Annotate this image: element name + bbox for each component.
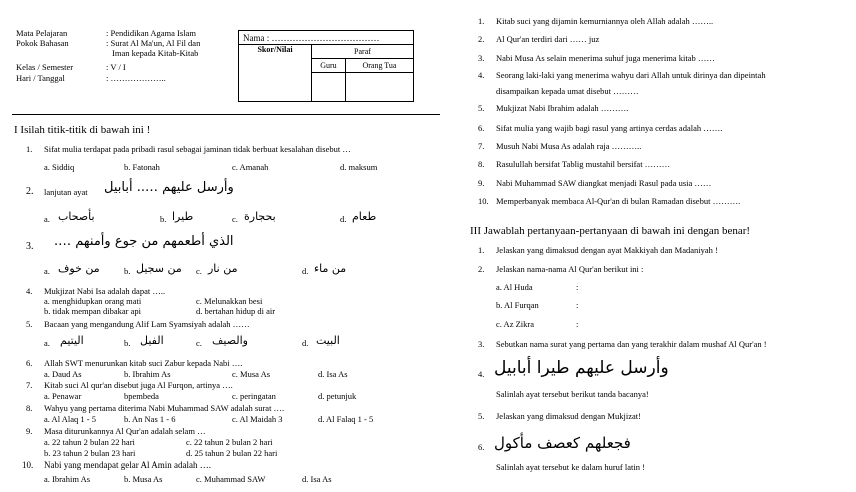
q10-number: 10.: [22, 460, 34, 470]
q5-option-c-arabic: والصيف: [212, 334, 248, 347]
value-hari: : ………………..: [106, 73, 166, 83]
q8-option-c: c. Al Maidah 3: [232, 414, 283, 424]
label-pokok: Pokok Bahasan: [16, 38, 69, 48]
q4-option-d: d. bertahan hidup di air: [196, 306, 276, 316]
s2-item-number: 7.: [478, 141, 485, 151]
s3-q2c-colon: :: [576, 319, 579, 329]
header-divider: [12, 114, 440, 115]
label-kelas: Kelas / Semester: [16, 62, 74, 72]
label-hari: Hari / Tanggal: [16, 73, 65, 83]
q7-number: 7.: [26, 380, 33, 390]
q4-option-b: b. tidak mempan dibakar api: [44, 306, 142, 316]
s3-q2-number: 2.: [478, 264, 485, 274]
s3-q4-arabic: وأرسل عليهم طيرا أبابيل: [494, 358, 669, 378]
q8-number: 8.: [26, 403, 33, 413]
q3-option-b: b.: [124, 266, 131, 276]
q4-option-a: a. menghidupkan orang mati: [44, 296, 142, 306]
s2-item-text: Memperbanyak membaca Al-Qur'an di bulan Ramadan disebut ……….: [496, 196, 741, 206]
q9-option-d: d. 25 tahun 2 bulan 22 hari: [186, 448, 278, 458]
s3-q2a-colon: :: [576, 282, 579, 292]
name-field: Nama : ………………………………: [239, 31, 414, 45]
s2-item-number: 10.: [478, 196, 489, 206]
s3-q2b-label: b. Al Furqan: [496, 300, 539, 310]
q3-option-d-arabic: من ماء: [314, 262, 347, 275]
q3-arabic: الذي أطعمهم من جوع وأمنهم ….: [54, 234, 234, 249]
q10-option-b: b. Musa As: [124, 474, 163, 484]
s3-q4-text: Salinlah ayat tersebut berikut tanda bacanya!: [496, 389, 649, 399]
q3-number: 3.: [26, 241, 34, 252]
s2-item-text: Kitab suci yang dijamin kemurniannya oleh Allah adalah ……..: [496, 16, 714, 26]
q5-number: 5.: [26, 319, 33, 329]
s2-item-number: 1.: [478, 16, 485, 26]
q5-option-b-arabic: الفيل: [140, 334, 164, 347]
section-1-title: I Isilah titik-titik di bawah ini !: [14, 124, 151, 136]
s3-q3-number: 3.: [478, 339, 485, 349]
q9-option-a: a. 22 tahun 2 bulan 22 hari: [44, 437, 135, 447]
q2-option-a: a.: [44, 214, 50, 224]
label-mapel: Mata Pelajaran: [16, 28, 68, 38]
score-label: Skor/Nilai: [239, 45, 312, 102]
q7-option-b: bpembeda: [124, 391, 159, 401]
s3-q2a-label: a. Al Huda: [496, 282, 533, 292]
q6-option-a: a. Daud As: [44, 369, 82, 379]
s3-q2c-label: c. Az Zikra: [496, 319, 534, 329]
s3-q3-text: Sebutkan nama surat yang pertama dan yang terakhir dalam mushaf Al Qur'an !: [496, 339, 767, 349]
s2-item-text: Rasulullah bersifat Tablig mustahil bersifat ………: [496, 159, 671, 169]
ortu-label: Orang Tua: [345, 59, 413, 73]
q5-option-d-arabic: البيت: [316, 334, 340, 347]
q5-option-a: a.: [44, 338, 50, 348]
q3-option-a-arabic: من خوف: [58, 262, 100, 275]
q8-option-a: a. Al Alaq 1 - 5: [44, 414, 96, 424]
q10-text: Nabi yang mendapat gelar Al Amin adalah ….: [44, 460, 211, 470]
q6-text: Allah SWT menurunkan kitab suci Zabur kepada Nabi ….: [44, 358, 243, 368]
q8-text: Wahyu yang pertama diterima Nabi Muhammad SAW adalah surat ….: [44, 403, 285, 413]
s2-item-text: Al Qur'an terdiri dari …… juz: [496, 34, 600, 44]
s2-item-text: Seorang laki-laki yang menerima wahyu dari Allah untuk dirinya dan dipeintah: [496, 70, 766, 80]
q7-option-c: c. peringatan: [232, 391, 276, 401]
q3-option-c-arabic: من نار: [208, 262, 238, 275]
q2-option-b-arabic: طيرا: [172, 210, 194, 223]
s3-q5-text: Jelaskan yang dimaksud dengan Mukjizat!: [496, 411, 641, 421]
guru-label: Guru: [312, 59, 346, 73]
q7-text: Kitab suci Al qur'an disebut juga Al Furqon, artinya ….: [44, 380, 233, 390]
q2-number: 2.: [26, 186, 34, 197]
q2-option-d: d.: [340, 214, 347, 224]
q10-option-a: a. Ibrahim As: [44, 474, 91, 484]
q2-option-c: c.: [232, 214, 238, 224]
q7-option-d: d. petunjuk: [318, 391, 357, 401]
value-pokok: : Surat Al Ma'un, Al Fil dan: [106, 38, 201, 48]
value-mapel: : Pendidikan Agama Islam: [106, 28, 196, 38]
q5-text: Bacaan yang mengandung Alif Lam Syamsiyah adalah ……: [44, 319, 250, 329]
s2-item-number: 9.: [478, 178, 485, 188]
s3-q6-text: Salinlah ayat tersebut ke dalam huruf latin !: [496, 462, 645, 472]
s2-item-text: Musuh Nabi Musa As adalah raja ………..: [496, 141, 642, 151]
q1-option-b: b. Fatonah: [124, 162, 160, 172]
q9-option-c: c. 22 tahun 2 bulan 2 hari: [186, 437, 273, 447]
s2-item-number: 5.: [478, 103, 485, 113]
value-pokok-2: Iman kepada Kitab-Kitab: [112, 48, 199, 58]
q5-option-a-arabic: اليتيم: [60, 334, 84, 347]
s2-item-text: Nabi Muhammad SAW diangkat menjadi Rasul pada usia ……: [496, 178, 712, 188]
s2-item-number: 6.: [478, 123, 485, 133]
q3-option-b-arabic: من سجيل: [136, 262, 182, 275]
s3-q2-text: Jelaskan nama-nama Al Qur'an berikut ini :: [496, 264, 644, 274]
q9-option-b: b. 23 tahun 2 bulan 23 hari: [44, 448, 136, 458]
q5-option-b: b.: [124, 338, 131, 348]
q2-option-c-arabic: بحجارة: [244, 210, 276, 223]
s2-item-number: 8.: [478, 159, 485, 169]
q2-option-d-arabic: طعام: [352, 210, 377, 223]
q6-number: 6.: [26, 358, 33, 368]
s2-item-text: Nabi Musa As selain menerima suhuf juga menerima kitab ……: [496, 53, 715, 63]
q6-option-d: d. Isa As: [318, 369, 348, 379]
q7-option-a: a. Penawar: [44, 391, 82, 401]
q4-text: Mukjizat Nabi Isa adalah dapat …..: [44, 286, 166, 296]
q4-option-c: c. Melunakkan besi: [196, 296, 263, 306]
q3-option-d: d.: [302, 266, 309, 276]
s2-item-number: 3.: [478, 53, 485, 63]
q3-option-a: a.: [44, 266, 50, 276]
q9-text: Masa diturunkannya Al Qur'an adalah selam …: [44, 426, 206, 436]
s3-q2b-colon: :: [576, 300, 579, 310]
s2-item-number: 4.: [478, 70, 485, 80]
s2-item-text: disampaikan kepada umat disebut ………: [496, 86, 639, 96]
q5-option-c: c.: [196, 338, 202, 348]
q9-number: 9.: [26, 426, 33, 436]
q4-number: 4.: [26, 286, 33, 296]
s2-item-number: 2.: [478, 34, 485, 44]
s3-q4-number: 4.: [478, 369, 485, 379]
s3-q5-number: 5.: [478, 411, 485, 421]
q1-number: 1.: [26, 144, 33, 154]
q6-option-c: c. Musa As: [232, 369, 271, 379]
q2-option-b: b.: [160, 214, 167, 224]
s3-q1-text: Jelaskan yang dimaksud dengan ayat Makkiyah dan Madaniyah !: [496, 245, 718, 255]
q1-text: Sifat mulia terdapat pada pribadi rasul sebagai jaminan tidak berbuat kesalahan disebut …: [44, 144, 351, 154]
s2-item-text: Mukjizat Nabi Ibrahim adalah ……….: [496, 103, 629, 113]
s2-item-text: Sifat mulia yang wajib bagi rasul yang artinya cerdas adalah …….: [496, 123, 723, 133]
q2-text: lanjutan ayat: [44, 187, 88, 197]
q1-option-a: a. Siddiq: [44, 162, 75, 172]
q10-option-c: c. Muhammad SAW: [196, 474, 266, 484]
score-box: [238, 30, 414, 102]
q8-option-d: d. Al Falaq 1 - 5: [318, 414, 374, 424]
s3-q6-arabic: فجعلهم كعصف مأكول: [494, 434, 631, 452]
section-3-title: III Jawablah pertanyaan-pertanyaan di bawah ini dengan benar!: [470, 225, 751, 237]
q2-option-a-arabic: بأصحاب: [58, 210, 95, 223]
q1-option-c: c. Amanah: [232, 162, 269, 172]
value-kelas: : V / I: [106, 62, 126, 72]
q5-option-d: d.: [302, 338, 309, 348]
s3-q1-number: 1.: [478, 245, 485, 255]
s3-q6-number: 6.: [478, 442, 485, 452]
q8-option-b: b. An Nas 1 - 6: [124, 414, 176, 424]
q6-option-b: b. Ibrahim As: [124, 369, 171, 379]
q1-option-d: d. maksum: [340, 162, 378, 172]
q10-option-d: d. Isa As: [302, 474, 332, 484]
paraf-label: Paraf: [312, 45, 414, 59]
q2-arabic: وأرسل عليهم ….. أبابيل: [104, 180, 234, 195]
q3-option-c: c.: [196, 266, 202, 276]
